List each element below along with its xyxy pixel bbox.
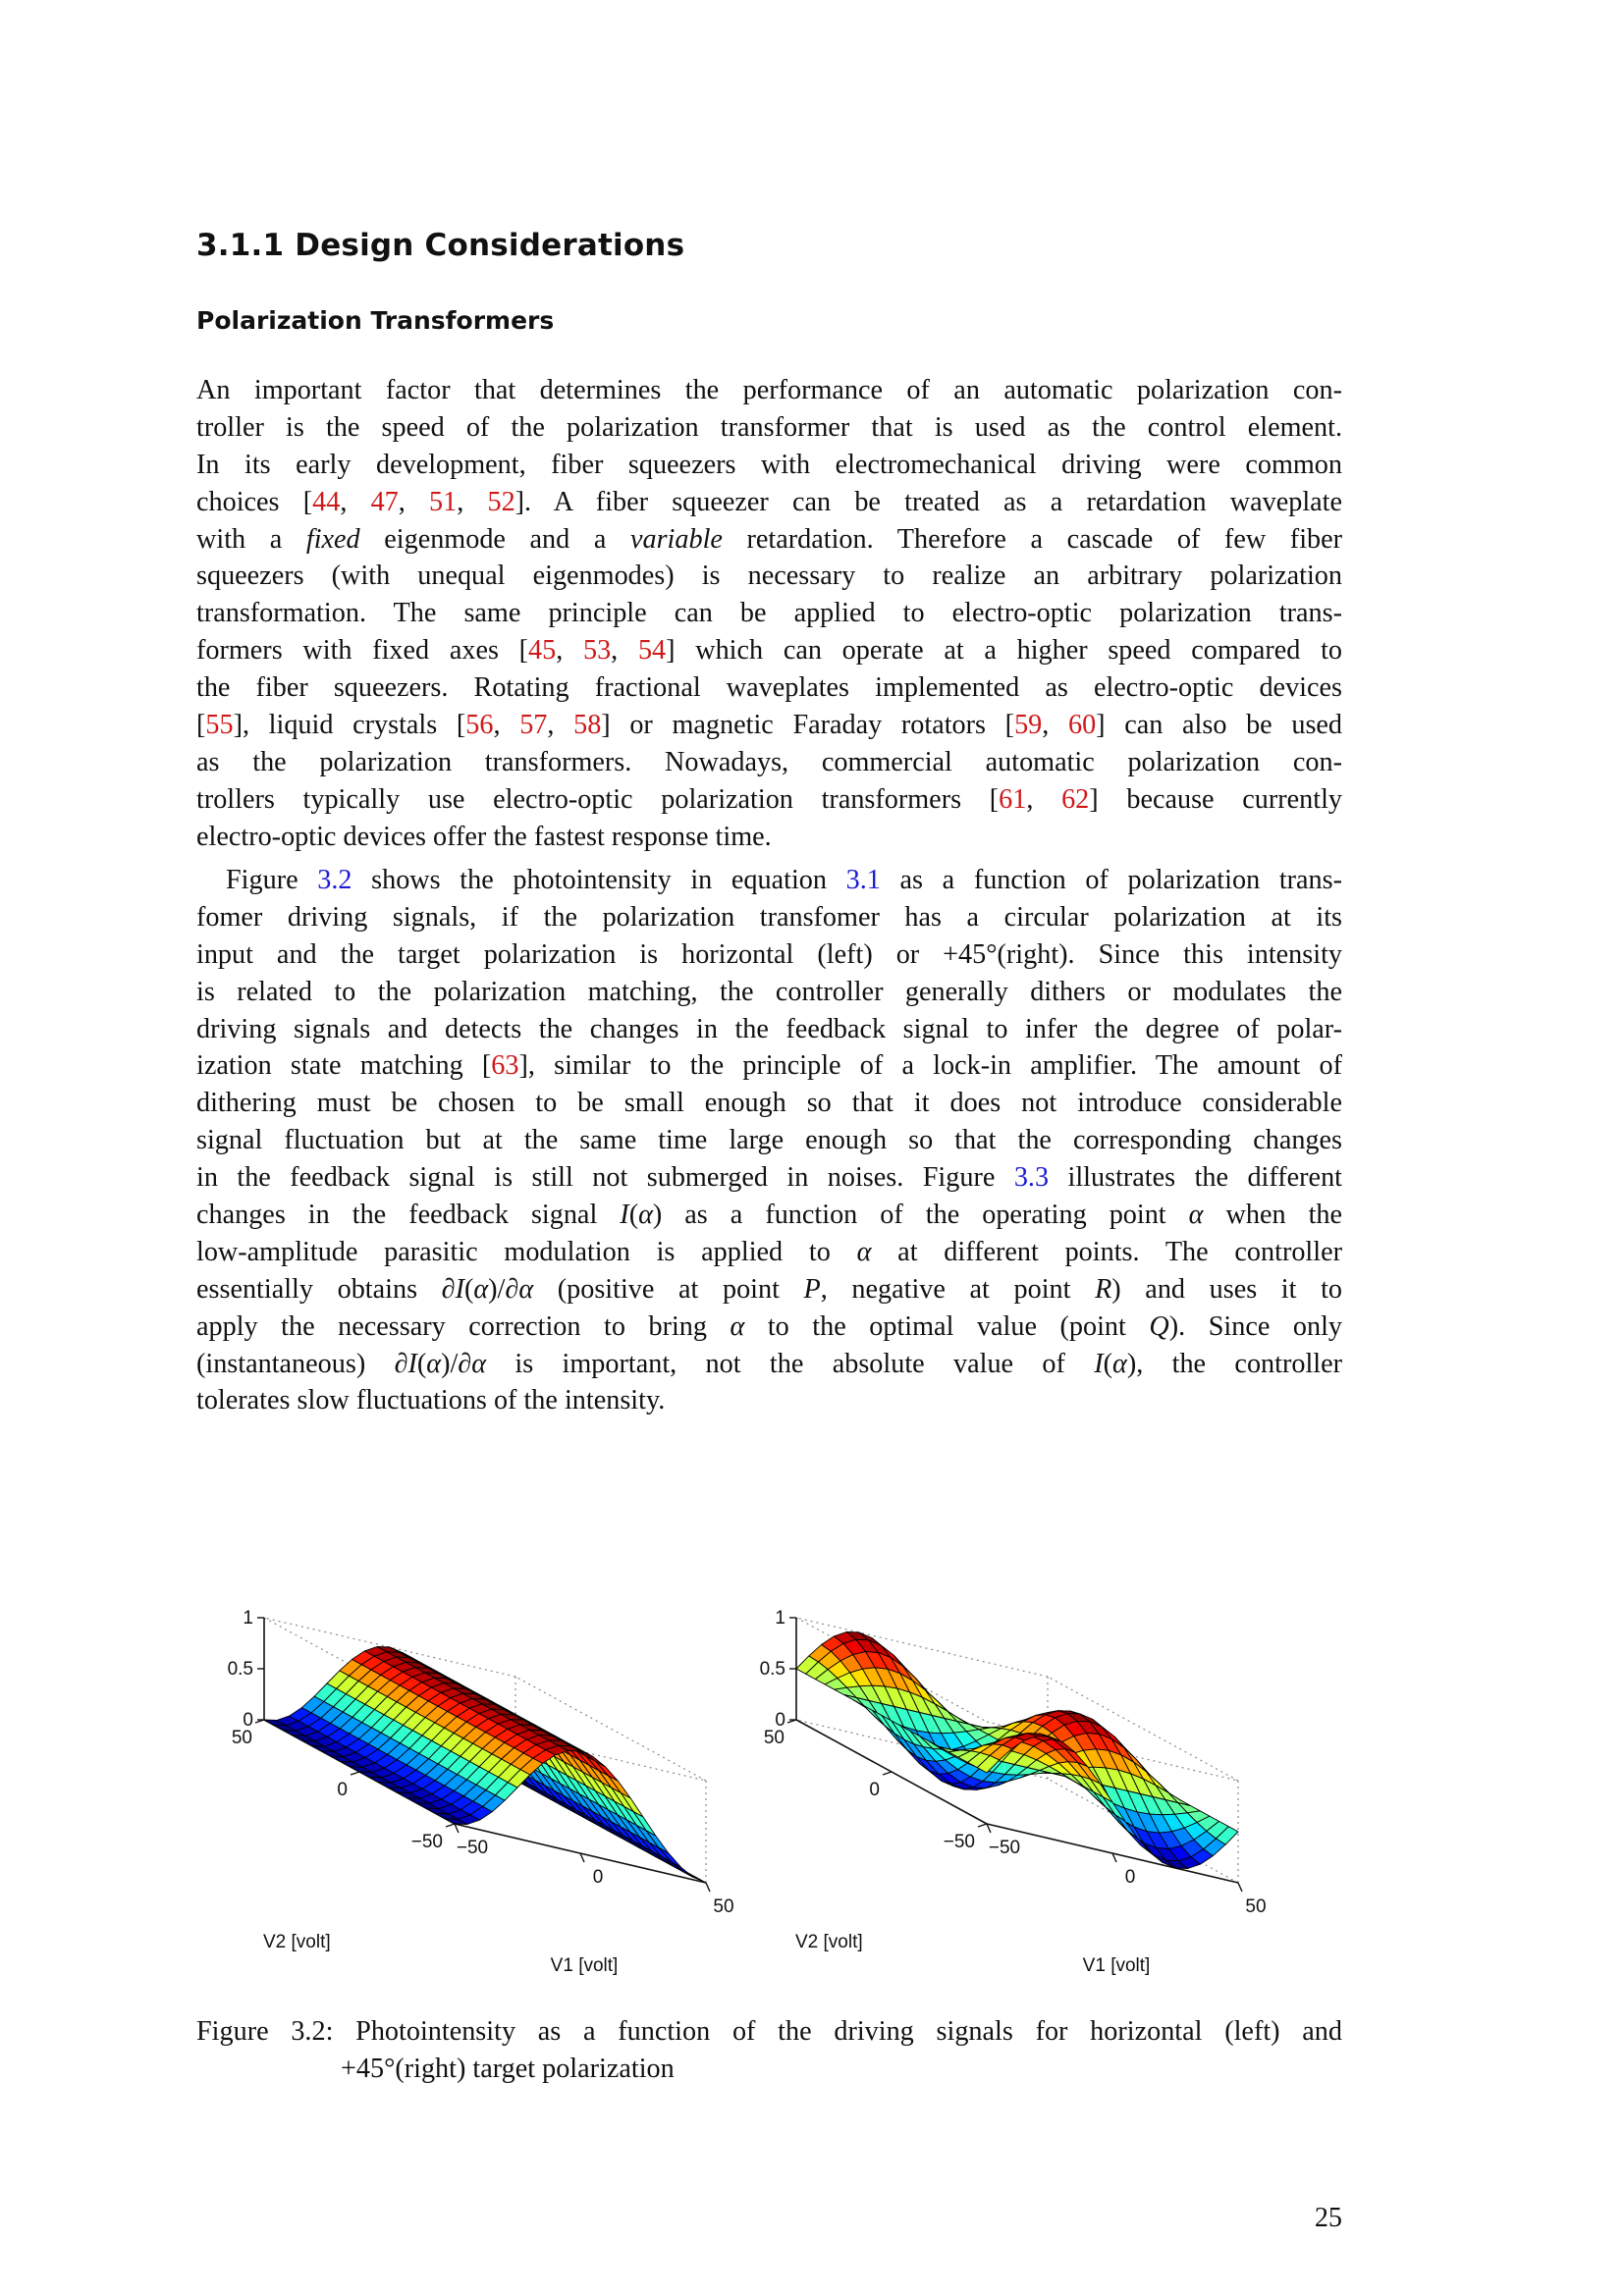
z-tick-label: 1: [775, 1608, 785, 1629]
z-tick-label: 0.5: [759, 1659, 785, 1680]
z-tick-label: 0: [775, 1710, 785, 1731]
text-run: troller is the speed of the polarization transformer that is used as the control element.: [196, 411, 1342, 443]
text-run: electro-optic devices offer the fastest response time.: [196, 821, 772, 852]
text-run: ] or magnetic Faraday rotators [: [601, 710, 1015, 741]
v1-tick-label: 0: [1124, 1867, 1136, 1888]
text-run: squeezers (with unequal eigenmodes) is necessary to realize an arbitrary polarization: [196, 561, 1342, 592]
text-run: when the: [1203, 1200, 1343, 1231]
text-run: Figure: [226, 865, 318, 895]
text-run: eigenmode and a: [359, 523, 630, 555]
text-run: dithering must be chosen to be small enough so that it does not introduce considerable: [196, 1088, 1342, 1119]
math-symbol: α: [518, 1273, 534, 1305]
caption-text-1: Photointensity as a function of the driving signals for horizontal (left) and: [355, 2016, 1342, 2047]
text-line: [196, 974, 1342, 1011]
text-line: [196, 484, 1342, 521]
text-run: ,: [1042, 710, 1068, 741]
text-run: [: [196, 710, 206, 741]
text-run: ] which can operate at a higher speed compared to: [666, 635, 1342, 667]
text-line: [196, 707, 1342, 744]
text-run: ] can also be used: [1096, 710, 1343, 741]
text-run: trollers typically use electro-optic polarization transformers [: [196, 783, 1000, 815]
math-symbol: fixed: [305, 523, 360, 555]
citation-link[interactable]: 53: [582, 635, 612, 667]
text-run: ) as a function of the operating point: [652, 1200, 1189, 1231]
text-run: transformation. The same principle can be applied to electro-optic polarization trans-: [196, 598, 1342, 629]
cross-reference-link[interactable]: 3.1: [845, 865, 881, 895]
text-run: , negative at point: [820, 1273, 1096, 1305]
v2-tick-label: 50: [231, 1728, 252, 1748]
caption-line-1: [196, 2013, 1342, 2051]
math-symbol: I: [620, 1200, 629, 1231]
text-run: (instantaneous) ∂: [196, 1348, 408, 1379]
text-run: illustrates the different: [1049, 1162, 1342, 1194]
z-tick-label: 0: [243, 1710, 253, 1731]
section-title: Design Considerations: [295, 228, 685, 263]
text-run: the fiber squeezers. Rotating fractional waveplates implemented as electro-optic devices: [196, 672, 1342, 704]
citation-link[interactable]: 44: [312, 486, 341, 517]
citation-link[interactable]: 62: [1061, 783, 1090, 815]
text-run: (positive at point: [533, 1273, 804, 1305]
text-run: ,: [1026, 783, 1062, 815]
v1-tick-label: 0: [592, 1867, 604, 1888]
text-line: [196, 819, 1342, 856]
text-run: ], similar to the principle of a lock-in amplifier. The amount of: [518, 1050, 1342, 1082]
y-axis-label: V2 [volt]: [795, 1932, 863, 1952]
text-line: [196, 1234, 1342, 1271]
text-run: An important factor that determines the performance of an automatic polarization con-: [196, 375, 1342, 405]
section-number: 3.1.1: [196, 228, 285, 263]
text-run: ], liquid crystals [: [233, 710, 466, 741]
subsection-heading: Polarization Transformers: [196, 306, 555, 335]
text-run: )/∂: [441, 1348, 472, 1379]
text-run: with a: [196, 523, 306, 555]
text-run: at different points. The controller: [871, 1236, 1342, 1267]
math-symbol: α: [426, 1348, 442, 1379]
caption-label: Figure 3.2:: [196, 2016, 334, 2047]
z-tick-label: 1: [243, 1608, 253, 1629]
citation-link[interactable]: 54: [637, 635, 667, 667]
text-run: ization state matching [: [196, 1050, 492, 1082]
text-run: driving signals and detects the changes in the feedback signal to infer the degree of polar-: [196, 1013, 1342, 1044]
text-run: ), the controller: [1126, 1348, 1343, 1379]
paragraph-polarization-transformers: [196, 372, 1342, 856]
surface-plot-horizontal: [227, 1453, 803, 2002]
math-symbol: α: [473, 1273, 489, 1305]
x-axis-label: V1 [volt]: [550, 1955, 619, 1976]
v2-tick-label: −50: [410, 1832, 443, 1852]
text-run: ]. A fiber squeezer can be treated as a retardation waveplate: [514, 486, 1342, 517]
text-line: [196, 521, 1342, 559]
x-axis-label: V1 [volt]: [1082, 1955, 1151, 1976]
citation-link[interactable]: 51: [429, 486, 458, 517]
citation-link[interactable]: 56: [465, 710, 494, 741]
text-run: is important, not the absolute value of: [486, 1348, 1095, 1379]
text-run: ). Since only: [1168, 1310, 1342, 1342]
text-line: [196, 781, 1342, 819]
text-run: in the feedback signal is still not submerged in noises. Figure: [196, 1162, 1014, 1194]
math-symbol: variable: [629, 523, 723, 555]
text-line: [196, 1346, 1342, 1383]
math-symbol: I: [455, 1273, 464, 1305]
math-symbol: I: [1094, 1348, 1104, 1379]
text-run: signal fluctuation but at the same time large enough so that the corresponding changes: [196, 1125, 1342, 1156]
v1-tick-label: −50: [456, 1838, 489, 1858]
text-run: choices [: [196, 486, 313, 517]
math-symbol: Q: [1149, 1310, 1169, 1342]
text-run: (: [463, 1273, 474, 1305]
text-run: ) and uses it to: [1111, 1273, 1343, 1305]
math-symbol: α: [471, 1348, 487, 1379]
text-run: input and the target polarization is horizontal (left) or +45°(right). Since this intensity: [196, 938, 1342, 970]
text-run: (: [416, 1348, 427, 1379]
v2-tick-label: 0: [869, 1780, 880, 1800]
text-line: [196, 1159, 1342, 1197]
text-run: is related to the polarization matching, the controller generally dithers or modulates the: [196, 976, 1342, 1007]
text-run: In its early development, fiber squeezers with electromechanical driving were common: [196, 449, 1342, 480]
citation-link[interactable]: 60: [1067, 710, 1097, 741]
text-run: apply the necessary correction to bring: [196, 1310, 731, 1342]
v2-tick-label: 50: [763, 1728, 785, 1748]
text-line: [196, 936, 1342, 974]
text-run: ,: [547, 710, 574, 741]
text-run: ,: [611, 635, 638, 667]
math-symbol: I: [407, 1348, 417, 1379]
text-run: tolerates slow fluctuations of the intensity.: [196, 1385, 666, 1416]
math-symbol: R: [1095, 1273, 1112, 1305]
text-line: [196, 595, 1342, 632]
v2-tick-label: −50: [943, 1832, 975, 1852]
text-line: [196, 372, 1342, 409]
v1-tick-label: 50: [1245, 1896, 1267, 1917]
text-line: [196, 669, 1342, 707]
z-tick-label: 0.5: [227, 1659, 253, 1680]
citation-link[interactable]: 52: [487, 486, 515, 517]
page-number: 25: [1314, 2203, 1342, 2233]
text-run: changes in the feedback signal: [196, 1200, 621, 1231]
text-run: ,: [493, 710, 520, 741]
math-symbol: α: [856, 1236, 872, 1267]
text-line: [196, 1085, 1342, 1122]
text-line: [196, 1308, 1342, 1346]
math-symbol: α: [638, 1200, 653, 1231]
text-line: [196, 558, 1342, 595]
text-line: [196, 447, 1342, 484]
cross-reference-link[interactable]: 3.3: [1013, 1162, 1050, 1194]
figure-3-2: [0, 1453, 1624, 2002]
text-line: [196, 1382, 1342, 1419]
caption-line-2: +45°(right) target polarization: [341, 2054, 675, 2084]
citation-link[interactable]: 47: [370, 486, 399, 517]
v1-tick-label: −50: [988, 1838, 1021, 1858]
text-line: [196, 1122, 1342, 1159]
text-run: ] because currently: [1089, 783, 1342, 815]
text-line: [196, 1047, 1342, 1085]
text-run: ,: [457, 486, 488, 517]
text-run: ,: [398, 486, 430, 517]
text-run: to the optimal value (point: [744, 1310, 1150, 1342]
citation-link[interactable]: 55: [205, 710, 234, 741]
text-line: [196, 1271, 1342, 1308]
surface-mesh: [796, 1632, 1238, 1869]
text-run: (: [1103, 1348, 1113, 1379]
citation-link[interactable]: 58: [573, 710, 602, 741]
text-run: low-amplitude parasitic modulation is applied to: [196, 1236, 857, 1267]
text-line: [196, 1197, 1342, 1234]
math-symbol: P: [803, 1273, 821, 1305]
text-line: [196, 1011, 1342, 1048]
v1-tick-label: 50: [713, 1896, 734, 1917]
text-run: as the polarization transformers. Nowadays, commercial automatic polarization con-: [196, 746, 1342, 777]
section-heading: [196, 228, 684, 263]
citation-link[interactable]: 63: [491, 1050, 519, 1082]
text-line: [196, 409, 1342, 447]
text-run: retardation. Therefore a cascade of few fiber: [722, 523, 1343, 555]
citation-link[interactable]: 61: [999, 783, 1027, 815]
text-run: (: [628, 1200, 639, 1231]
text-run: fomer driving signals, if the polarization transfomer has a circular polarization at its: [196, 901, 1342, 933]
paragraph-figure-description: [196, 862, 1342, 1419]
text-run: essentially obtains ∂: [196, 1273, 456, 1305]
text-line: [196, 744, 1342, 781]
math-symbol: α: [1188, 1200, 1204, 1231]
text-run: formers with fixed axes [: [196, 635, 529, 667]
cross-reference-link[interactable]: 3.2: [317, 865, 352, 895]
text-run: shows the photointensity in equation: [352, 865, 846, 895]
text-line: [196, 862, 1342, 899]
text-run: )/∂: [488, 1273, 519, 1305]
v2-tick-label: 0: [337, 1780, 348, 1800]
text-line: [196, 632, 1342, 669]
math-symbol: α: [730, 1310, 745, 1342]
text-run: ,: [556, 635, 583, 667]
text-line: [196, 899, 1342, 936]
surface-plot-plus45: [759, 1453, 1335, 2002]
text-run: ,: [340, 486, 371, 517]
citation-link[interactable]: 57: [519, 710, 548, 741]
figure-caption: [196, 2013, 1342, 2088]
y-axis-label: V2 [volt]: [263, 1932, 331, 1952]
citation-link[interactable]: 45: [528, 635, 557, 667]
text-run: as a function of polarization trans-: [880, 865, 1342, 895]
math-symbol: α: [1112, 1348, 1127, 1379]
citation-link[interactable]: 59: [1014, 710, 1043, 741]
surface-patch: [684, 1872, 707, 1883]
